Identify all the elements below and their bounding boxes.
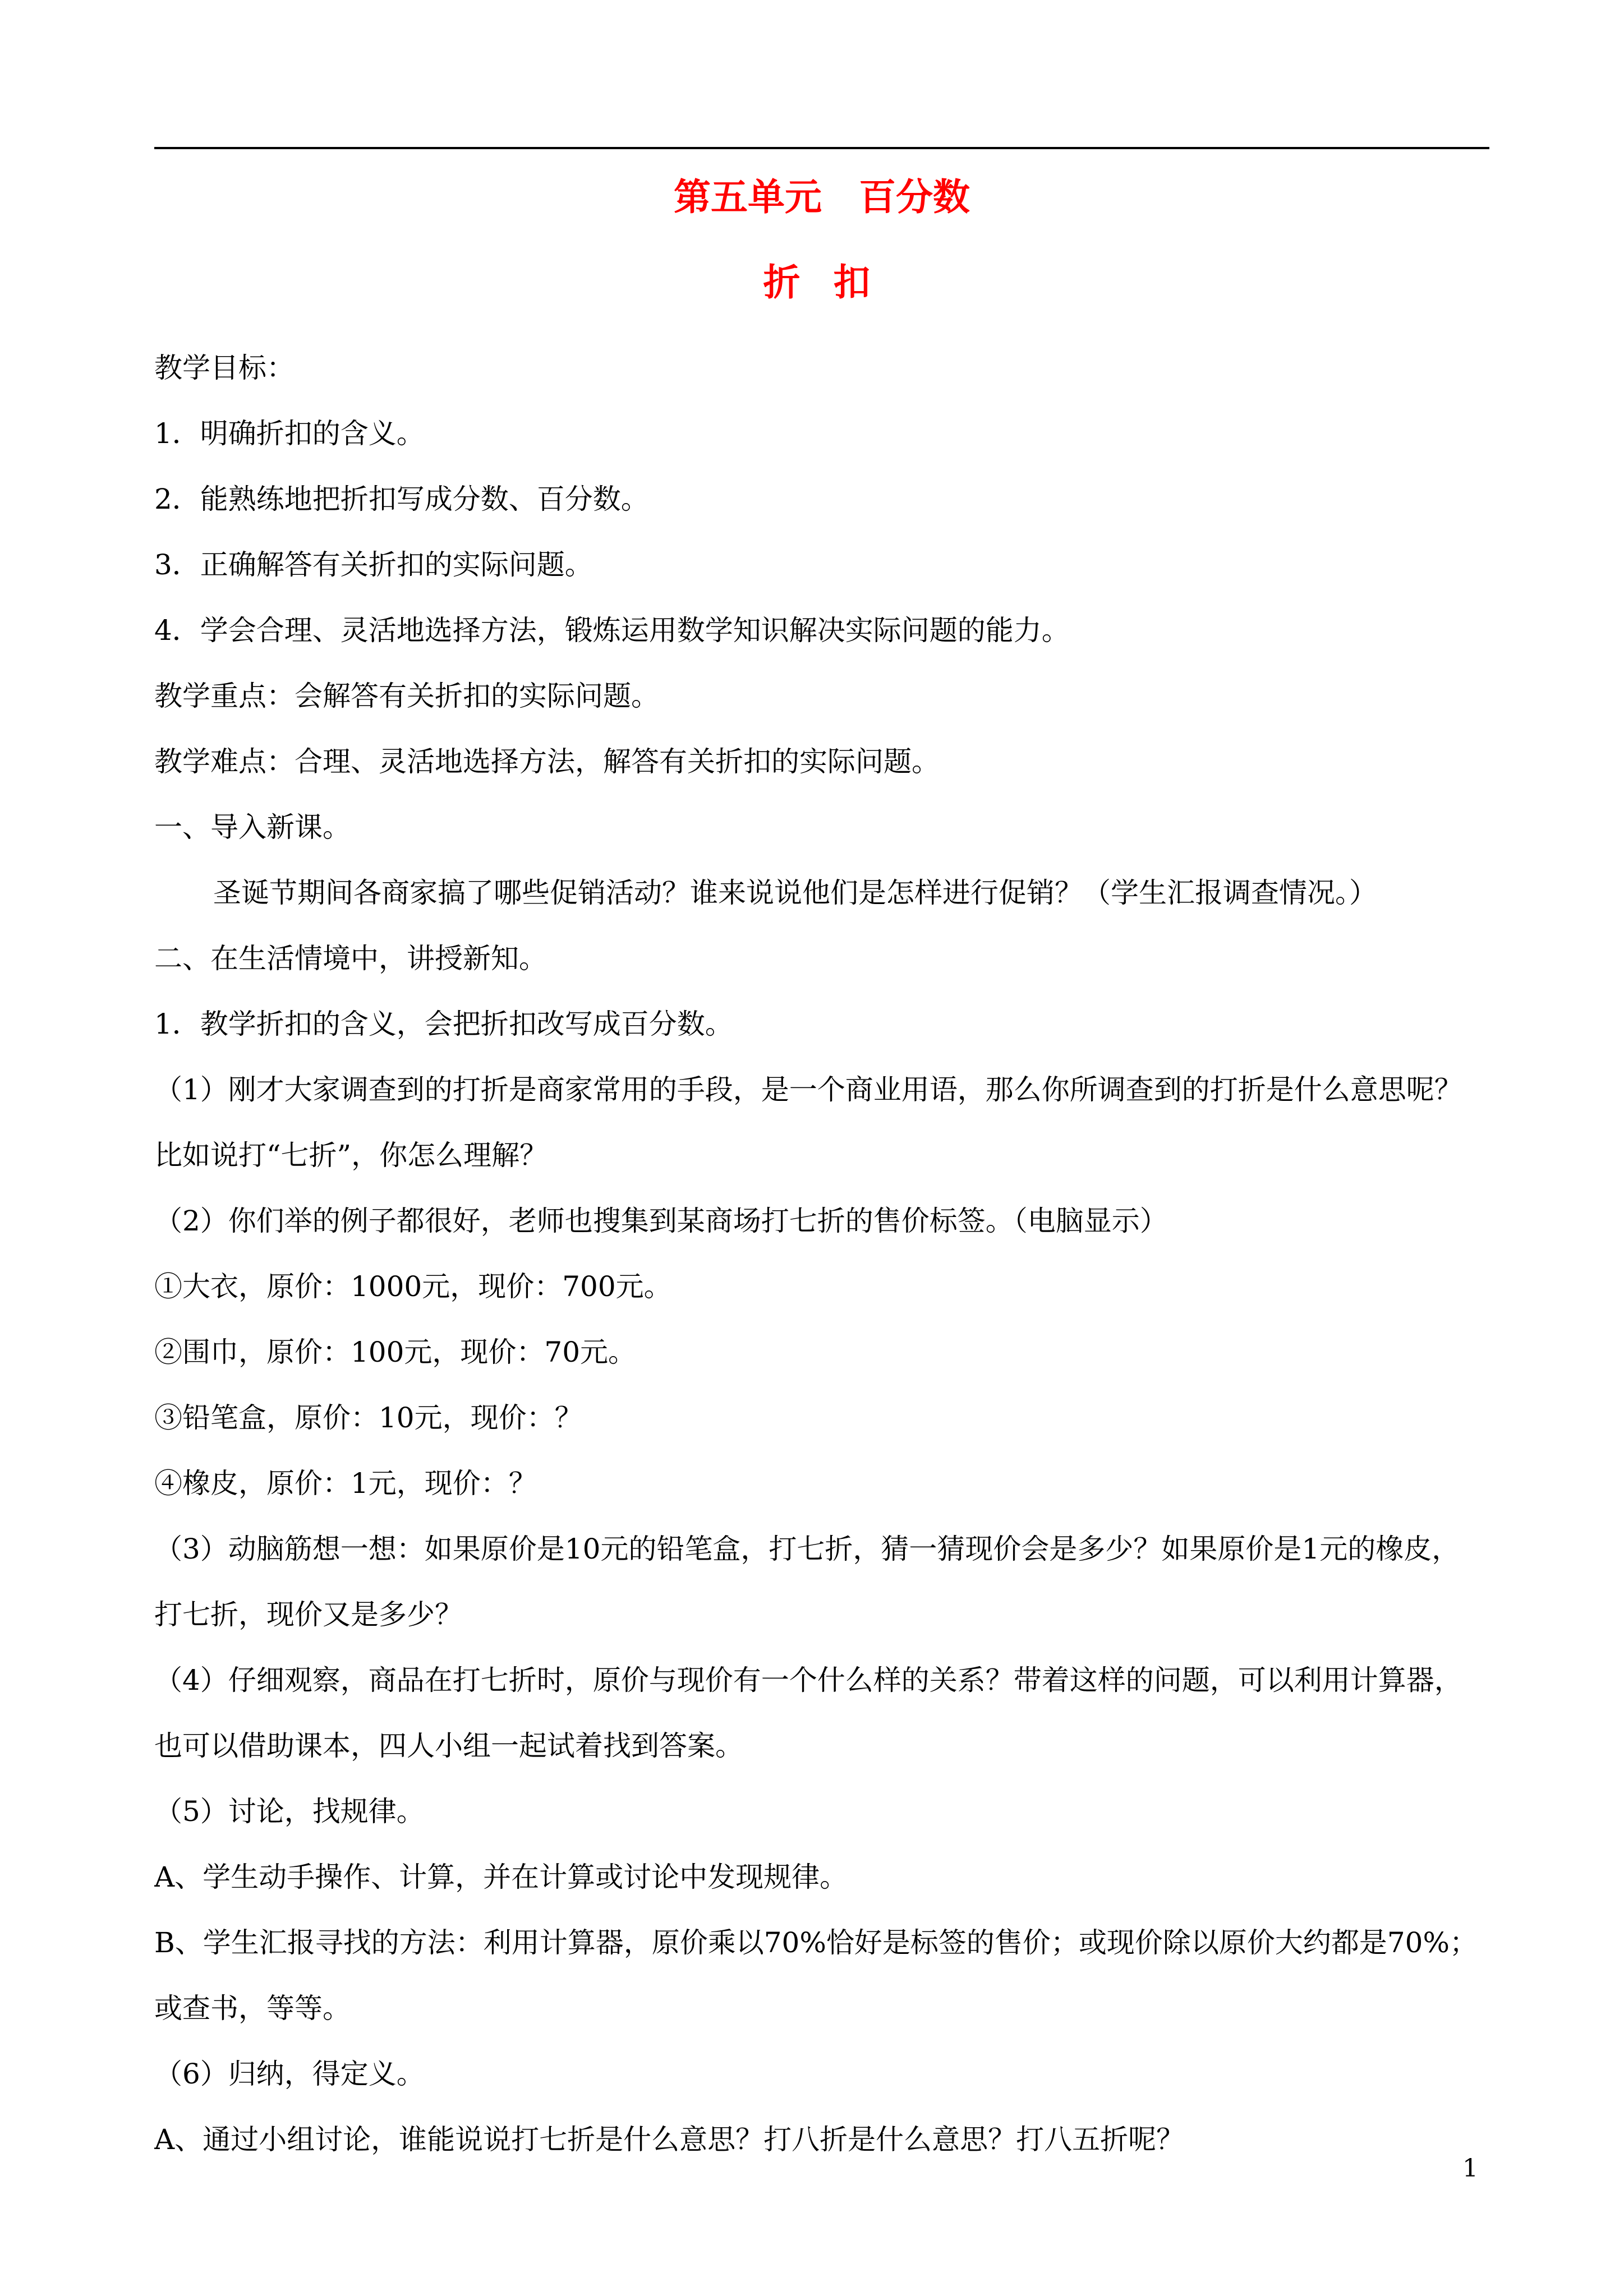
text-line: 教学重点：会解答有关折扣的实际问题。 [154, 680, 659, 712]
text-line: 1．教学折扣的含义，会把折扣改写成百分数。 [154, 1008, 733, 1040]
text-line: A、学生动手操作、计算，并在计算或讨论中发现规律。 [154, 1861, 848, 1893]
text-line: 或查书，等等。 [154, 1992, 351, 2025]
text-line: 4．学会合理、灵活地选择方法，锻炼运用数学知识解决实际问题的能力。 [154, 614, 1070, 647]
text-line: ④橡皮，原价：1元，现价：？ [154, 1467, 537, 1500]
text-line: （1）刚才大家调查到的打折是商家常用的手段，是一个商业用语，那么你所调查到的打折是什么意思呢？ [154, 1073, 1462, 1106]
text-line: ③铅笔盒，原价：10元，现价：？ [154, 1401, 583, 1434]
text-line: B、学生汇报寻找的方法：利用计算器，原价乘以70%恰好是标签的售价；或现价除以原价大约都是70%； [154, 1926, 1478, 1959]
text-line: 1．明确折扣的含义。 [154, 417, 425, 450]
text-line: ②围巾，原价：100元，现价：70元。 [154, 1336, 637, 1368]
lesson-title: 折 扣 [763, 260, 881, 304]
text-line: 圣诞节期间各商家搞了哪些促销活动？谁来说说他们是怎样进行促销？（学生汇报调查情况。） [213, 877, 1377, 909]
text-line: （4）仔细观察，商品在打七折时，原价与现价有一个什么样的关系？带着这样的问题，可以利用计算器， [154, 1664, 1462, 1696]
text-line: 也可以借助课本，四人小组一起试着找到答案。 [154, 1730, 743, 1762]
unit-title: 第五单元 百分数 [674, 175, 970, 219]
text-line: 二、在生活情境中，讲授新知。 [154, 942, 547, 975]
text-line: （6）归纳，得定义。 [154, 2058, 425, 2090]
header-rule [154, 147, 1489, 149]
text-line: 2．能熟练地把折扣写成分数、百分数。 [154, 483, 649, 515]
document-body [154, 335, 1489, 2173]
text-line: 比如说打“七折”，你怎么理解？ [154, 1139, 548, 1172]
text-line: ①大衣，原价：1000元，现价：700元。 [154, 1270, 672, 1303]
text-line: （5）讨论，找规律。 [154, 1795, 425, 1828]
text-line: 教学目标： [154, 352, 295, 384]
text-line: （3）动脑筋想一想：如果原价是10元的铅笔盒，打七折，猜一猜现价会是多少？如果原价是1元的橡皮， [154, 1533, 1460, 1565]
text-line: 3．正确解答有关折扣的实际问题。 [154, 548, 593, 581]
text-line: 一、导入新课。 [154, 811, 351, 843]
text-line: A、通过小组讨论，谁能说说打七折是什么意思？打八折是什么意思？打八五折呢？ [154, 2123, 1185, 2156]
text-line: （2）你们举的例子都很好，老师也搜集到某商场打七折的售价标签。（电脑显示） [154, 1205, 1168, 1237]
page-number: 1 [1462, 2154, 1478, 2183]
text-line: 打七折，现价又是多少？ [154, 1598, 463, 1631]
text-line: 教学难点：合理、灵活地选择方法，解答有关折扣的实际问题。 [154, 745, 940, 778]
